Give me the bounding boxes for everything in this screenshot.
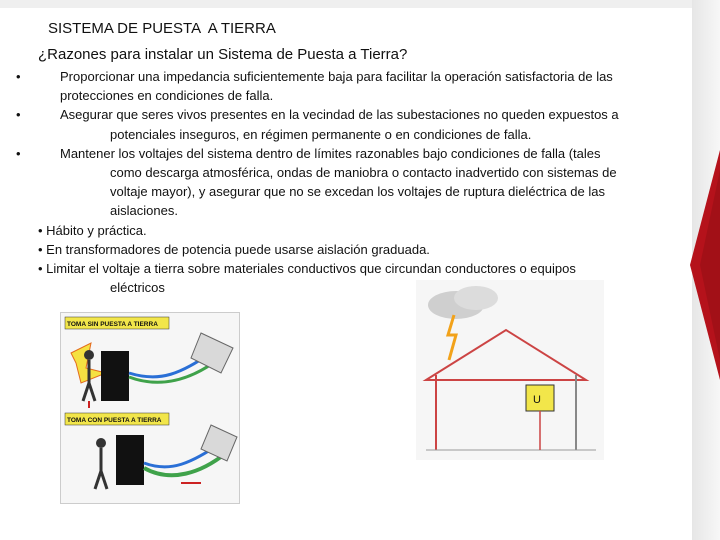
bullet-item: • En transformadores de potencia puede usarse aislación graduada. [38, 241, 430, 257]
meter-label: U [533, 394, 541, 406]
label-con-tierra: TOMA CON PUESTA A TIERRA [67, 417, 162, 424]
outlet-grounding-illustration [60, 312, 240, 504]
slide-body [16, 46, 698, 297]
top-strip [0, 0, 720, 8]
question-heading: ¿Razones para instalar un Sistema de Puesta a Tierra? [38, 46, 408, 63]
bullet-item: • Asegurar que seres vivos presentes en la vecindad de las subestaciones no queden expuestos a potenciales inseguros, en régimen permanente o en condiciones de falla. [16, 107, 619, 142]
bullet-item: • Proporcionar una impedancia suficientemente baja para facilitar la operación satisfactoria de las protecciones en condiciones de falla. [16, 69, 613, 104]
bullet-item: • Limitar el voltaje a tierra sobre materiales conductivos que circundan conductores o equipos eléctricos [38, 261, 576, 296]
label-sin-tierra: TOMA SIN PUESTA A TIERRA [67, 321, 158, 328]
bullet-item: • Mantener los voltajes del sistema dentro de límites razonables bajo condiciones de falla (tales como descarga atmosférica, ondas de maniobra o contacto inadvertido con sistemas de voltaje mayor), y asegurar que no se excedan los voltajes de ruptura dieléctrica de las aislaciones. [16, 145, 617, 219]
bullet-item: • Hábito y práctica. [38, 222, 147, 238]
house-lightning-illustration [416, 280, 604, 460]
slide-title: SISTEMA DE PUESTA A TIERRA [48, 20, 276, 37]
